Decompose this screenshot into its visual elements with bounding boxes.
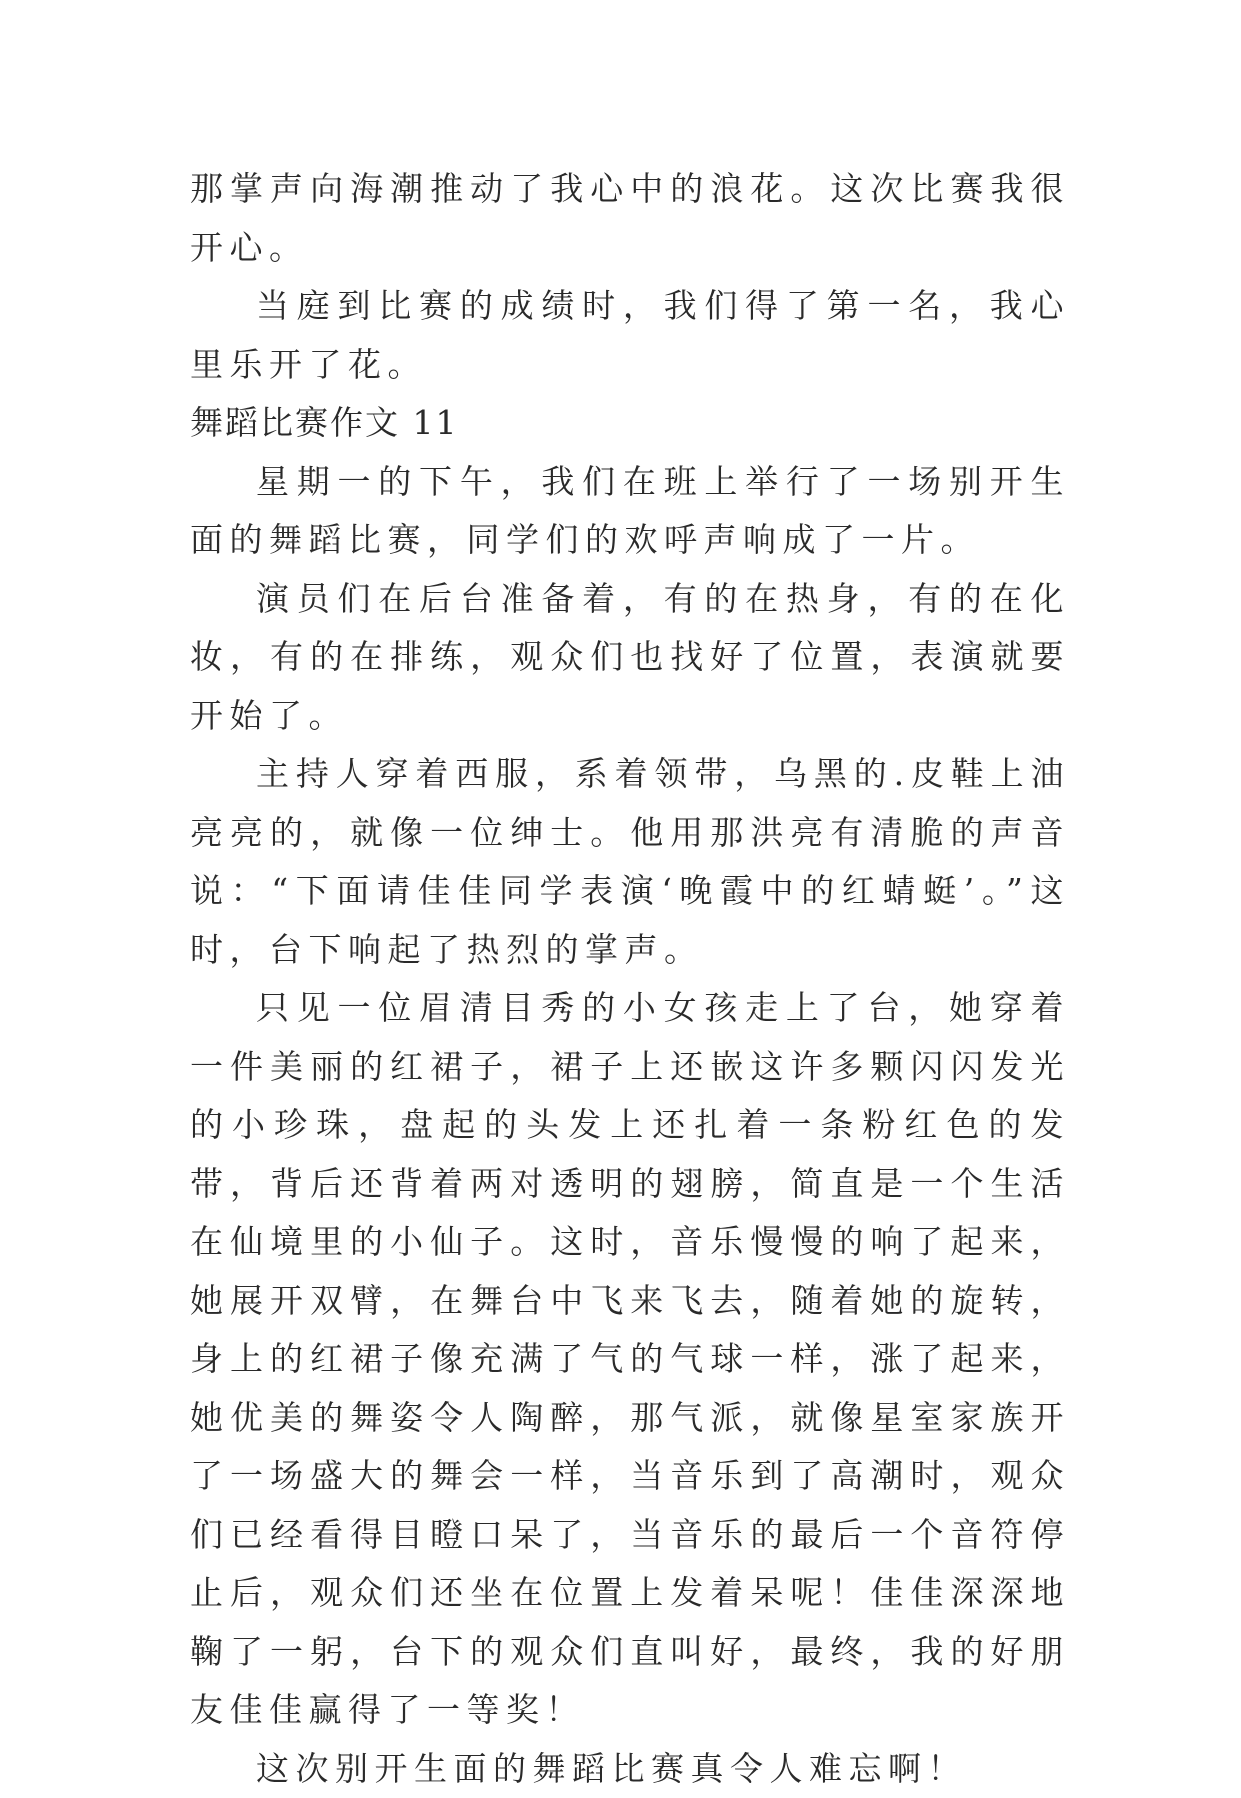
paragraph-result: 当庭到比赛的成绩时，我们得了第一名，我心里乐开了花。	[190, 277, 1070, 394]
document-body	[190, 160, 1070, 1798]
essay-paragraph-1: 星期一的下午，我们在班上举行了一场别开生面的舞蹈比赛，同学们的欢呼声响成了一片。	[190, 453, 1070, 570]
essay-paragraph-4: 只见一位眉清目秀的小女孩走上了台，她穿着一件美丽的红裙子，裙子上还嵌这许多颗闪闪发光的小珍珠，盘起的头发上还扎着一条粉红色的发带，背后还背着两对透明的翅膀，简直是一个生活在仙境里的小仙子。这时，音乐慢慢的响了起来，她展开双臂，在舞台中飞来飞去，随着她的旋转，身上的红裙子像充满了气的气球一样，涨了起来，她优美的舞姿令人陶醉，那气派，就像星室家族开了一场盛大的舞会一样，当音乐到了高潮时，观众们已经看得目瞪口呆了，当音乐的最后一个音符停止后，观众们还坐在位置上发着呆呢！佳佳深深地鞠了一躬，台下的观众们直叫好，最终，我的好朋友佳佳赢得了一等奖！	[190, 979, 1070, 1740]
essay-paragraph-5: 这次别开生面的舞蹈比赛真令人难忘啊！	[190, 1740, 1070, 1798]
essay-paragraph-2: 演员们在后台准备着，有的在热身，有的在化妆，有的在排练，观众们也找好了位置，表演就要开始了。	[190, 570, 1070, 746]
paragraph-continued: 那掌声向海潮推动了我心中的浪花。这次比赛我很开心。	[190, 160, 1070, 277]
essay-paragraph-3: 主持人穿着西服，系着领带，乌黑的.皮鞋上油亮亮的，就像一位绅士。他用那洪亮有清脆的声音说：“下面请佳佳同学表演‘晚霞中的红蜻蜓’。”这时，台下响起了热烈的掌声。	[190, 745, 1070, 979]
essay-heading: 舞蹈比赛作文 11	[190, 394, 1070, 453]
